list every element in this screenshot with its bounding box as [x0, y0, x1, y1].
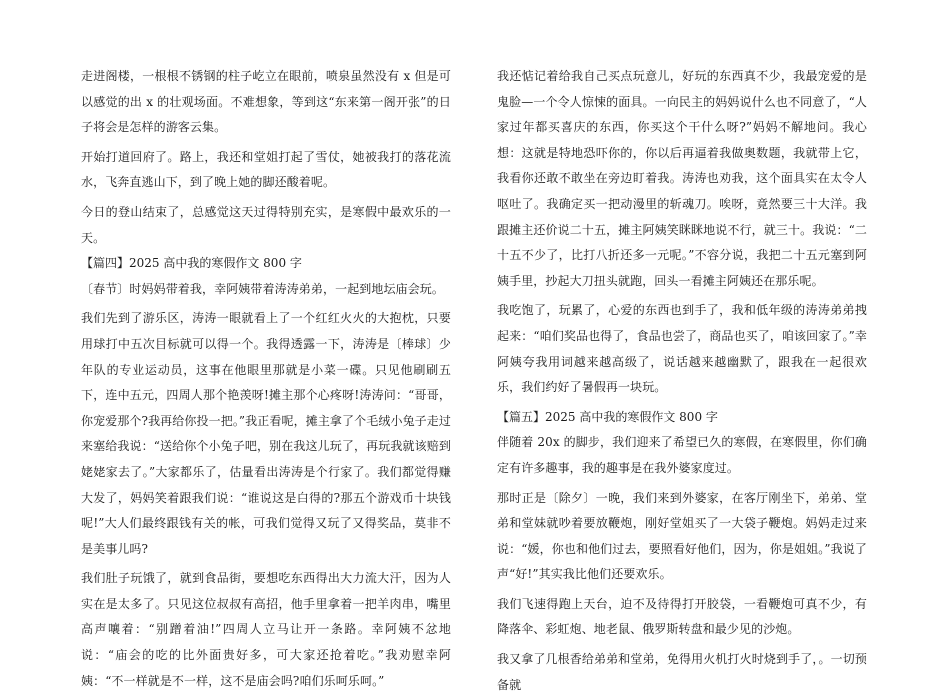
section-heading: 【篇五】2025 高中我的寒假作文 800 字	[497, 409, 718, 424]
paragraph: 我又拿了几根香给弟弟和堂弟，免得用火机打火时烧到手了，。一切预备就	[497, 652, 867, 692]
right-column	[497, 64, 867, 698]
paragraph: 我们先到了游乐区，涛涛一眼就看上了一个红红火火的大抱枕，只要用球打中五次目标就可以得一个。我得透露一下，涛涛是〔棒球〕少年队的专业运动员，这事在他眼里那就是小菜一碟。只见他刷刷五下，连中五元，四周人那个艳羡呀!摊主那个心疼呀!涛涛问：“哥哥，你宠爱那个?我再给你投一把。”我正看呢，摊主拿了个毛绒小兔子走过来塞给我说：“送给你个小兔子吧，别在我这儿玩了，再玩我就该赔到姥姥家去了。”大家都乐了，估量看出涛涛是个行家了。我们都觉得赚大发了，妈妈笑着跟我们说：“谁说这是白得的?那五个游戏币十块钱呢!”大人们最终跟钱有关的帐，可我们觉得又玩了又得奖品，莫非不是美事儿吗?	[81, 311, 451, 556]
paragraph: 我还惦记着给我自己买点玩意儿，好玩的东西真不少，我最宠爱的是鬼脸—一个令人惊悚的面具。一向民主的妈妈说什么也不同意了，“人家过年都买喜庆的东西，你买这个干什么呀?”妈妈不解地问。我心想：这就是特地恐吓你的，你以后再逼着我做奥数题，我就带上它，我看你还敢不敢坐在旁边盯着我。涛涛也劝我，这个面具实在太令人呕吐了。我确定买一把动漫里的斩魂刀。唉呀，竟然要三十大洋。我跟摊主还价说二十五，摊主阿姨笑眯眯地说不行，就三十。我说：“二十五不少了，比打八折还多一元呢。”不容分说，我把二十五元塞到阿姨手里，抄起大刀扭头就跑，回头一看摊主阿姨还在那乐呢。	[497, 69, 867, 288]
paragraph: 我吃饱了，玩累了，心爱的东西也到手了，我和低年级的涛涛弟弟拽起来：“咱们奖品也得了，食品也尝了，商品也买了，咱该回家了。”幸阿姨夸我用词越来越高级了，说话越来越幽默了，跟我在一起很欢乐，我们约好了暑假再一块玩。	[497, 303, 867, 395]
paragraph: 今日的登山结束了，总感觉这天过得特别充实，是寒假中最欢乐的一天。	[81, 204, 451, 245]
paragraph: 开始打道回府了。路上，我还和堂姐打起了雪仗，她被我打的落花流水，飞奔直逃山下，到了晚上她的脚还酸着呢。	[81, 149, 451, 190]
left-column	[81, 64, 451, 694]
paragraph: 我们飞速得跑上天台，迫不及待得打开胶袋，一看鞭炮可真不少，有降落伞、彩虹炮、地老鼠、俄罗斯转盘和最少见的沙炮。	[497, 596, 867, 637]
paragraph: 走进阁楼，一根根不锈钢的柱子屹立在眼前，喷泉虽然没有 x 但是可以感觉的出 x 的壮观场面。不难想象，等到这“东来第一阁开张”的日子将会是怎样的游客云集。	[81, 69, 451, 135]
section-heading: 【篇四】2025 高中我的寒假作文 800 字	[81, 256, 302, 271]
paragraph: 〔春节〕时妈妈带着我，幸阿姨带着涛涛弟弟，一起到地坛庙会玩。	[81, 281, 445, 296]
paragraph: 我们肚子玩饿了，就到食品街，要想吃东西得出大力流大汗，因为人实在是太多了。只见这位叔叔有高招，他手里拿着一把羊肉串，嘴里高声嚷着：“别蹭着油!”四周人立马让开一条路。幸阿姨不忿地说：“庙会的吃的比外面贵好多，可大家还抢着吃。”我劝慰幸阿姨：“不一样就是不一样，这不是庙会吗?咱们乐呵乐呵。”	[81, 571, 451, 688]
paragraph: 那时正是〔除夕〕一晚，我们来到外婆家，在客厅刚坐下，弟弟、堂弟和堂妹就吵着要放鞭炮，刚好堂姐买了一大袋子鞭炮。妈妈走过来说：“媛，你也和他们过去，要照看好他们，因为，你是姐姐。”我说了声“好!”其实我比他们还要欢乐。	[497, 490, 867, 582]
paragraph: 伴随着 20x 的脚步，我们迎来了希望已久的寒假，在寒假里，你们确定有许多趣事，我的趣事是在我外婆家度过。	[497, 435, 867, 475]
